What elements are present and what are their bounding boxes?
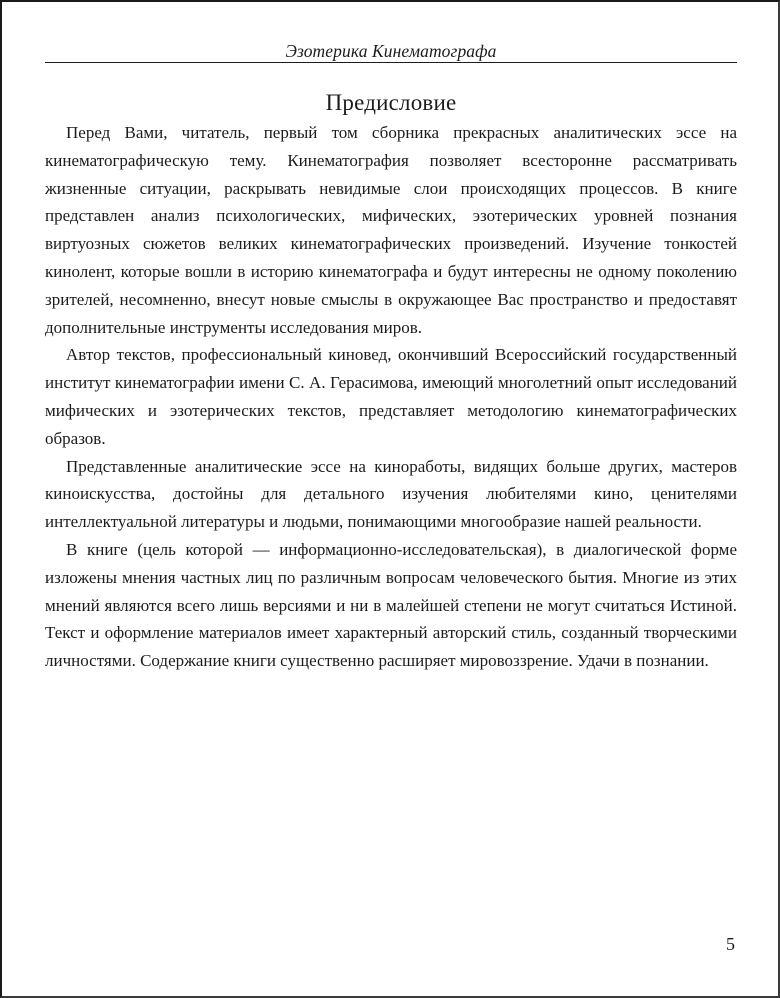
paragraph-3: Представленные аналитические эссе на киноработы, видящих больше других, мастеров киноискусства, достойны для детального изучения любителями кино, ценителями интеллектуальной литературы и людьми, понимающими многообразие нашей реальности. <box>45 456 737 532</box>
paragraph-2: Автор текстов, профессиональный киновед, окончивший Всероссийский государственный институт кинематографии имени С. А. Герасимова, имеющий многолетний опыт исследований мифических и эзотерических текстов, представляет методологию кинематографических образов. <box>45 345 737 448</box>
paragraph-4: В книге (цель которой — информационно-исследовательская), в диалогической форме изложены мнения частных лиц по различным вопросам человеческого бытия. Многие из этих мнений являются всего лишь версиями и ни в малейшей степени не могут считаться Истиной. Текст и оформление материалов имеет характерный авторский стиль, созданный творческими личностями. Содержание книги существенно расширяет мировоззрение. Удачи в познании. <box>45 539 737 671</box>
running-header-title: Эзотерика Кинематографа <box>285 41 497 61</box>
paragraph-1: Перед Вами, читатель, первый том сборника прекрасных аналитических эссе на кинематографическую тему. Кинематография позволяет всесторонне рассматривать жизненные ситуации, раскрывать невидимые слои происходящих процессов. В книге представлен анализ психологических, мифических, эзотерических уровней познания виртуозных сюжетов великих кинематографических произведений. Изучение тонкостей кинолент, которые вошли в историю кинематографа и будут интересны не одному поколению зрителей, несомненно, внесут новые смыслы в окружающее Вас пространство и предоставят дополнительные инструменты исследования миров. <box>45 123 737 337</box>
chapter-title: Предисловие <box>325 90 457 115</box>
running-header <box>45 40 737 63</box>
page-number: 5 <box>726 934 735 954</box>
page-content <box>45 87 737 675</box>
